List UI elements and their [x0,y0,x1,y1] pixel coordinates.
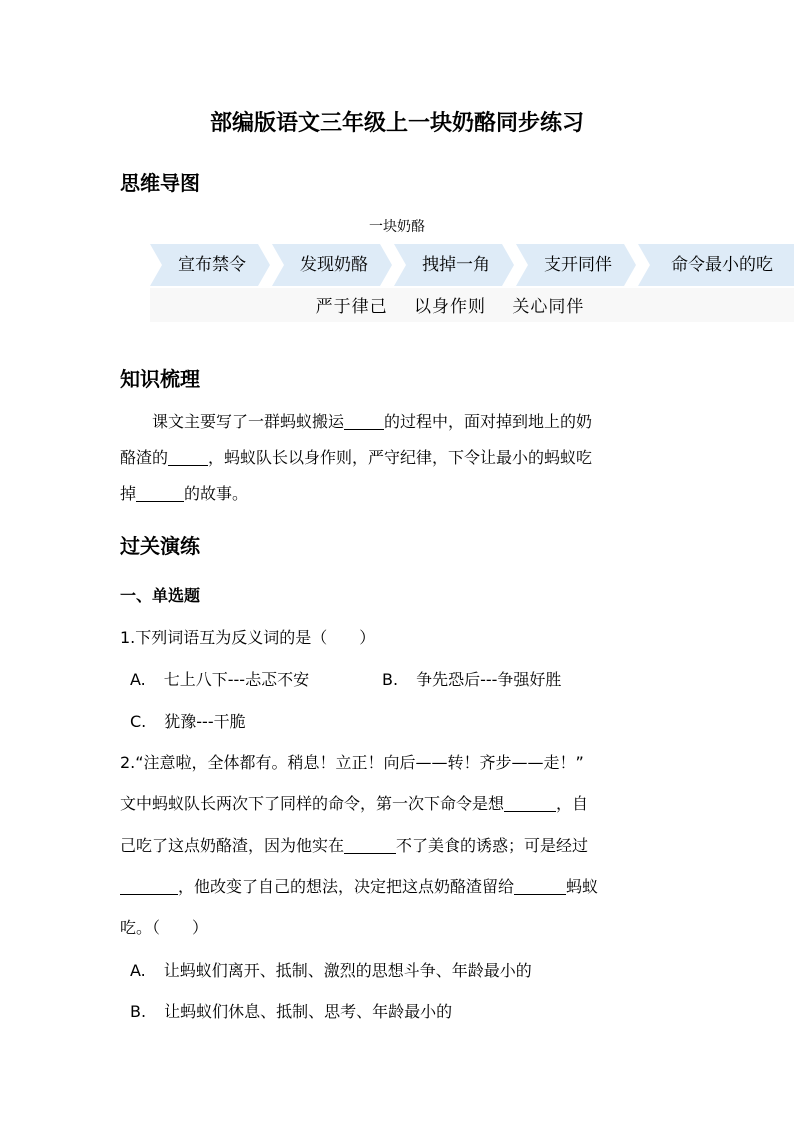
mindmap-step [516,244,636,286]
mindmap-traits [150,292,750,317]
mindmap-trait: 关心同伴 [512,297,585,317]
fill-blank[interactable] [120,876,178,895]
question-1-stem: 1.下列词语互为反义词的是（ ） [120,628,376,647]
question-2-line-3: 己吃了这点奶酪渣，因为他实在 不了美食的诱惑；可是经过 [120,836,589,855]
knowledge-line-2: 酪渣的 ，蚂蚁队长以身作则，严守纪律，下令让最小的蚂蚁吃 [120,448,593,467]
mindmap-steps [150,244,794,286]
fill-blank[interactable] [136,483,184,502]
question-2-line-4: ，他改变了自己的想法，决定把这点奶酪渣留给 蚂蚁 [120,874,598,897]
q2-option-a[interactable]: A. 让蚂蚁们离开、抵制、激烈的思想斗争、年龄最小的 [130,961,532,980]
fill-blank[interactable] [344,835,396,854]
mindmap-step [150,244,270,286]
mindmap-trait: 以身作则 [414,297,486,317]
q2-option-b[interactable]: B. 让蚂蚁们休息、抵制、思考、年龄最小的 [130,1002,453,1021]
mindmap-step-label: 拽掉一角 [422,255,490,275]
mindmap-heading: 思维导图 [120,171,200,195]
section-heading: 一、单选题 [120,586,201,605]
mindmap-step-label: 发现奶酪 [300,255,368,275]
document-title: 部编版语文三年级上一块奶酪同步练习 [209,111,584,136]
practice-heading: 过关演练 [120,534,200,558]
knowledge-line-1: 课文主要写了一群蚂蚁搬运 的过程中，面对掉到地上的奶 [152,412,593,431]
mindmap-step [272,244,392,286]
fill-blank[interactable] [514,876,566,895]
q1-option-b[interactable]: B. 争先恐后---争强好胜 [382,670,562,689]
knowledge-heading: 知识梳理 [120,367,200,391]
mindmap-step [638,244,794,286]
fill-blank[interactable] [344,411,384,430]
mindmap-step-label: 支开同伴 [544,255,612,275]
mindmap-step [394,244,514,286]
question-2-line-5: 吃。（ ） [120,918,209,937]
question-2-line-2: 文中蚂蚁队长两次下了同样的命令，第一次下命令是想 ，自 [120,794,589,813]
fill-blank[interactable] [168,447,208,466]
mindmap-root: 一块奶酪 [369,219,425,235]
mindmap-step-label: 宣布禁令 [178,255,246,275]
question-2-line-1: 2.“注意啦，全体都有。稍息！立正！向后——转！齐步——走！” [120,753,584,772]
q1-option-c[interactable]: C. 犹豫---干脆 [130,712,246,731]
knowledge-line-3: 掉 的故事。 [120,484,249,503]
fill-blank[interactable] [504,793,556,812]
mindmap-step-label: 命令最小的吃 [671,255,773,275]
mindmap-trait: 严于律己 [315,297,388,317]
q1-option-a[interactable]: A. 七上八下---忐忑不安 [130,670,310,689]
